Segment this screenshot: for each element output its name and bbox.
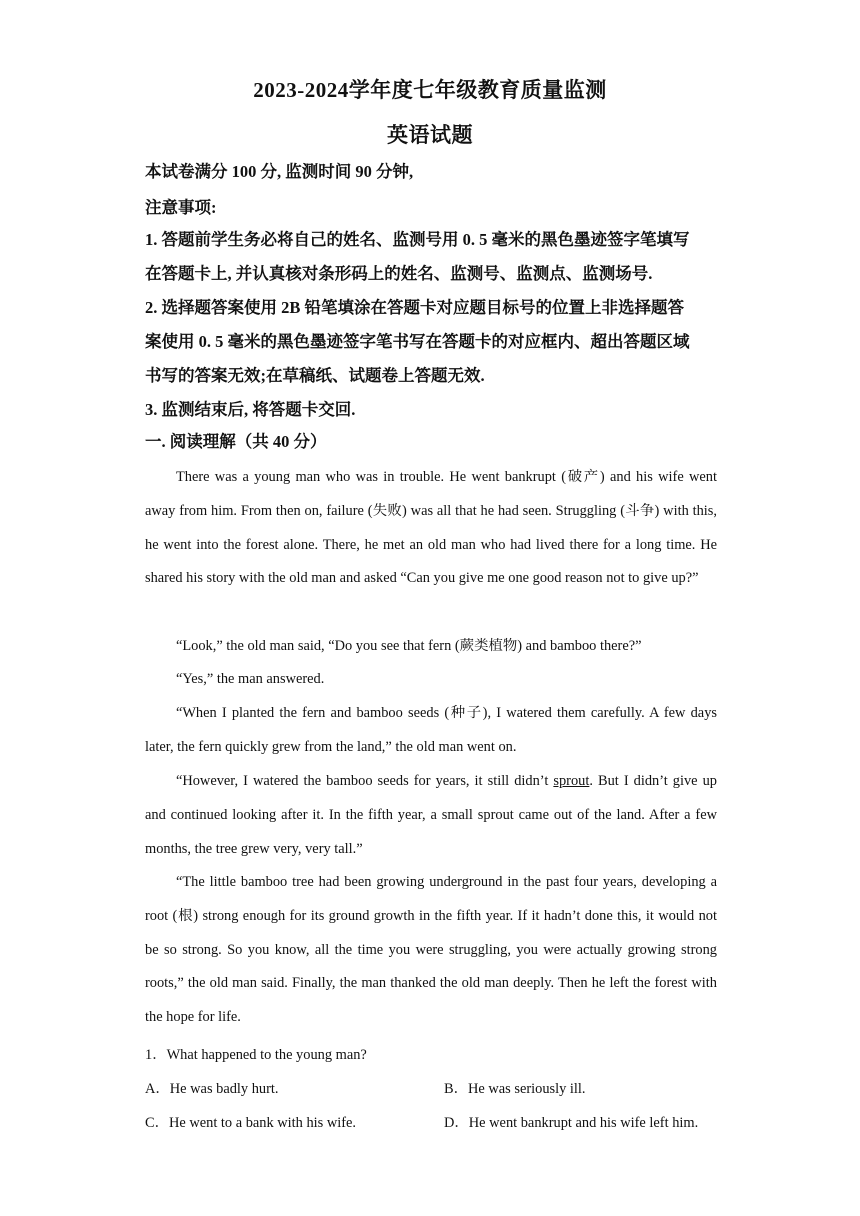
note-1-line-2: 在答题卡上, 并认真核对条形码上的姓名、监测号、监测点、监测场号. [145,264,653,283]
passage-paragraph-4: “When I planted the fern and bamboo seeds (种子), I watered them carefully. A few days later, the fern quickly grew from the land,” the old man went on. [145,705,717,755]
note-2-line-2: 案使用 0. 5 毫米的黑色墨迹签字笔书写在答题卡的对应框内、超出答题区域 [145,332,690,351]
exam-title: 2023-2024学年度七年级教育质量监测 [253,78,607,102]
notes-title: 注意事项: [145,198,217,217]
underlined-word-sprout: sprout [553,773,590,789]
score-line: 本试卷满分 100 分, 监测时间 90 分钟, [145,162,414,181]
paragraph-5-text-start: “However, I watered the bamboo seeds for years, it still didn’t [175,773,554,789]
passage-paragraph-6: “The little bamboo tree had been growing underground in the past four years, developing a root (根) strong enough for its ground growth in the fifth year. If it hadn’t done this, it would not be so strong. So you know, all the time you were struggling, you were actually growing strong roots,” the old man said. Finally, the man thanked the old man deeply. Then he left the forest with the hope for life. [145,874,717,1026]
question-1-option-d: D．He went bankrupt and his wife left him. [444,1115,699,1131]
passage-paragraph-2: “Look,” the old man said, “Do you see that fern (蕨类植物) and bamboo there?” [175,638,642,654]
note-1-line-1: 1. 答题前学生务必将自己的姓名、监测号用 0. 5 毫米的黑色墨迹签字笔填写 [145,230,690,249]
section-heading-reading: 一. 阅读理解（共 40 分） [145,432,327,451]
passage-paragraph-1: There was a young man who was in trouble. He went bankrupt (破产) and his wife went away from him. From then on, failure (失败) was all that he had seen. Struggling (斗争) with this, he went into the forest alone. There, he met an old man who had lived there for a long time. He shared his story with the old man and asked “Can you give me one good reason not to give up?” [145,469,717,587]
question-1-option-a: A．He was badly hurt. [145,1081,279,1097]
question-1-stem: 1．What happened to the young man? [145,1047,367,1063]
passage-paragraph-5 [145,765,717,866]
note-3: 3. 监测结束后, 将答题卡交回. [145,400,356,419]
paragraph-5-text-end: . But I didn’t give up and continued looking after it. In the fifth year, a small sprout came out of the land. After a few months, the tree grew very, very tall.” [145,773,717,857]
note-2-line-3: 书写的答案无效;在草稿纸、试题卷上答题无效. [145,366,485,385]
question-1-option-c: C．He went to a bank with his wife. [145,1115,357,1131]
passage-paragraph-3: “Yes,” the man answered. [175,671,325,687]
question-1-option-b: B．He was seriously ill. [444,1081,586,1097]
exam-subtitle: 英语试题 [387,123,473,147]
note-2-line-1: 2. 选择题答案使用 2B 铅笔填涂在答题卡对应题目标号的位置上非选择题答 [145,298,685,317]
